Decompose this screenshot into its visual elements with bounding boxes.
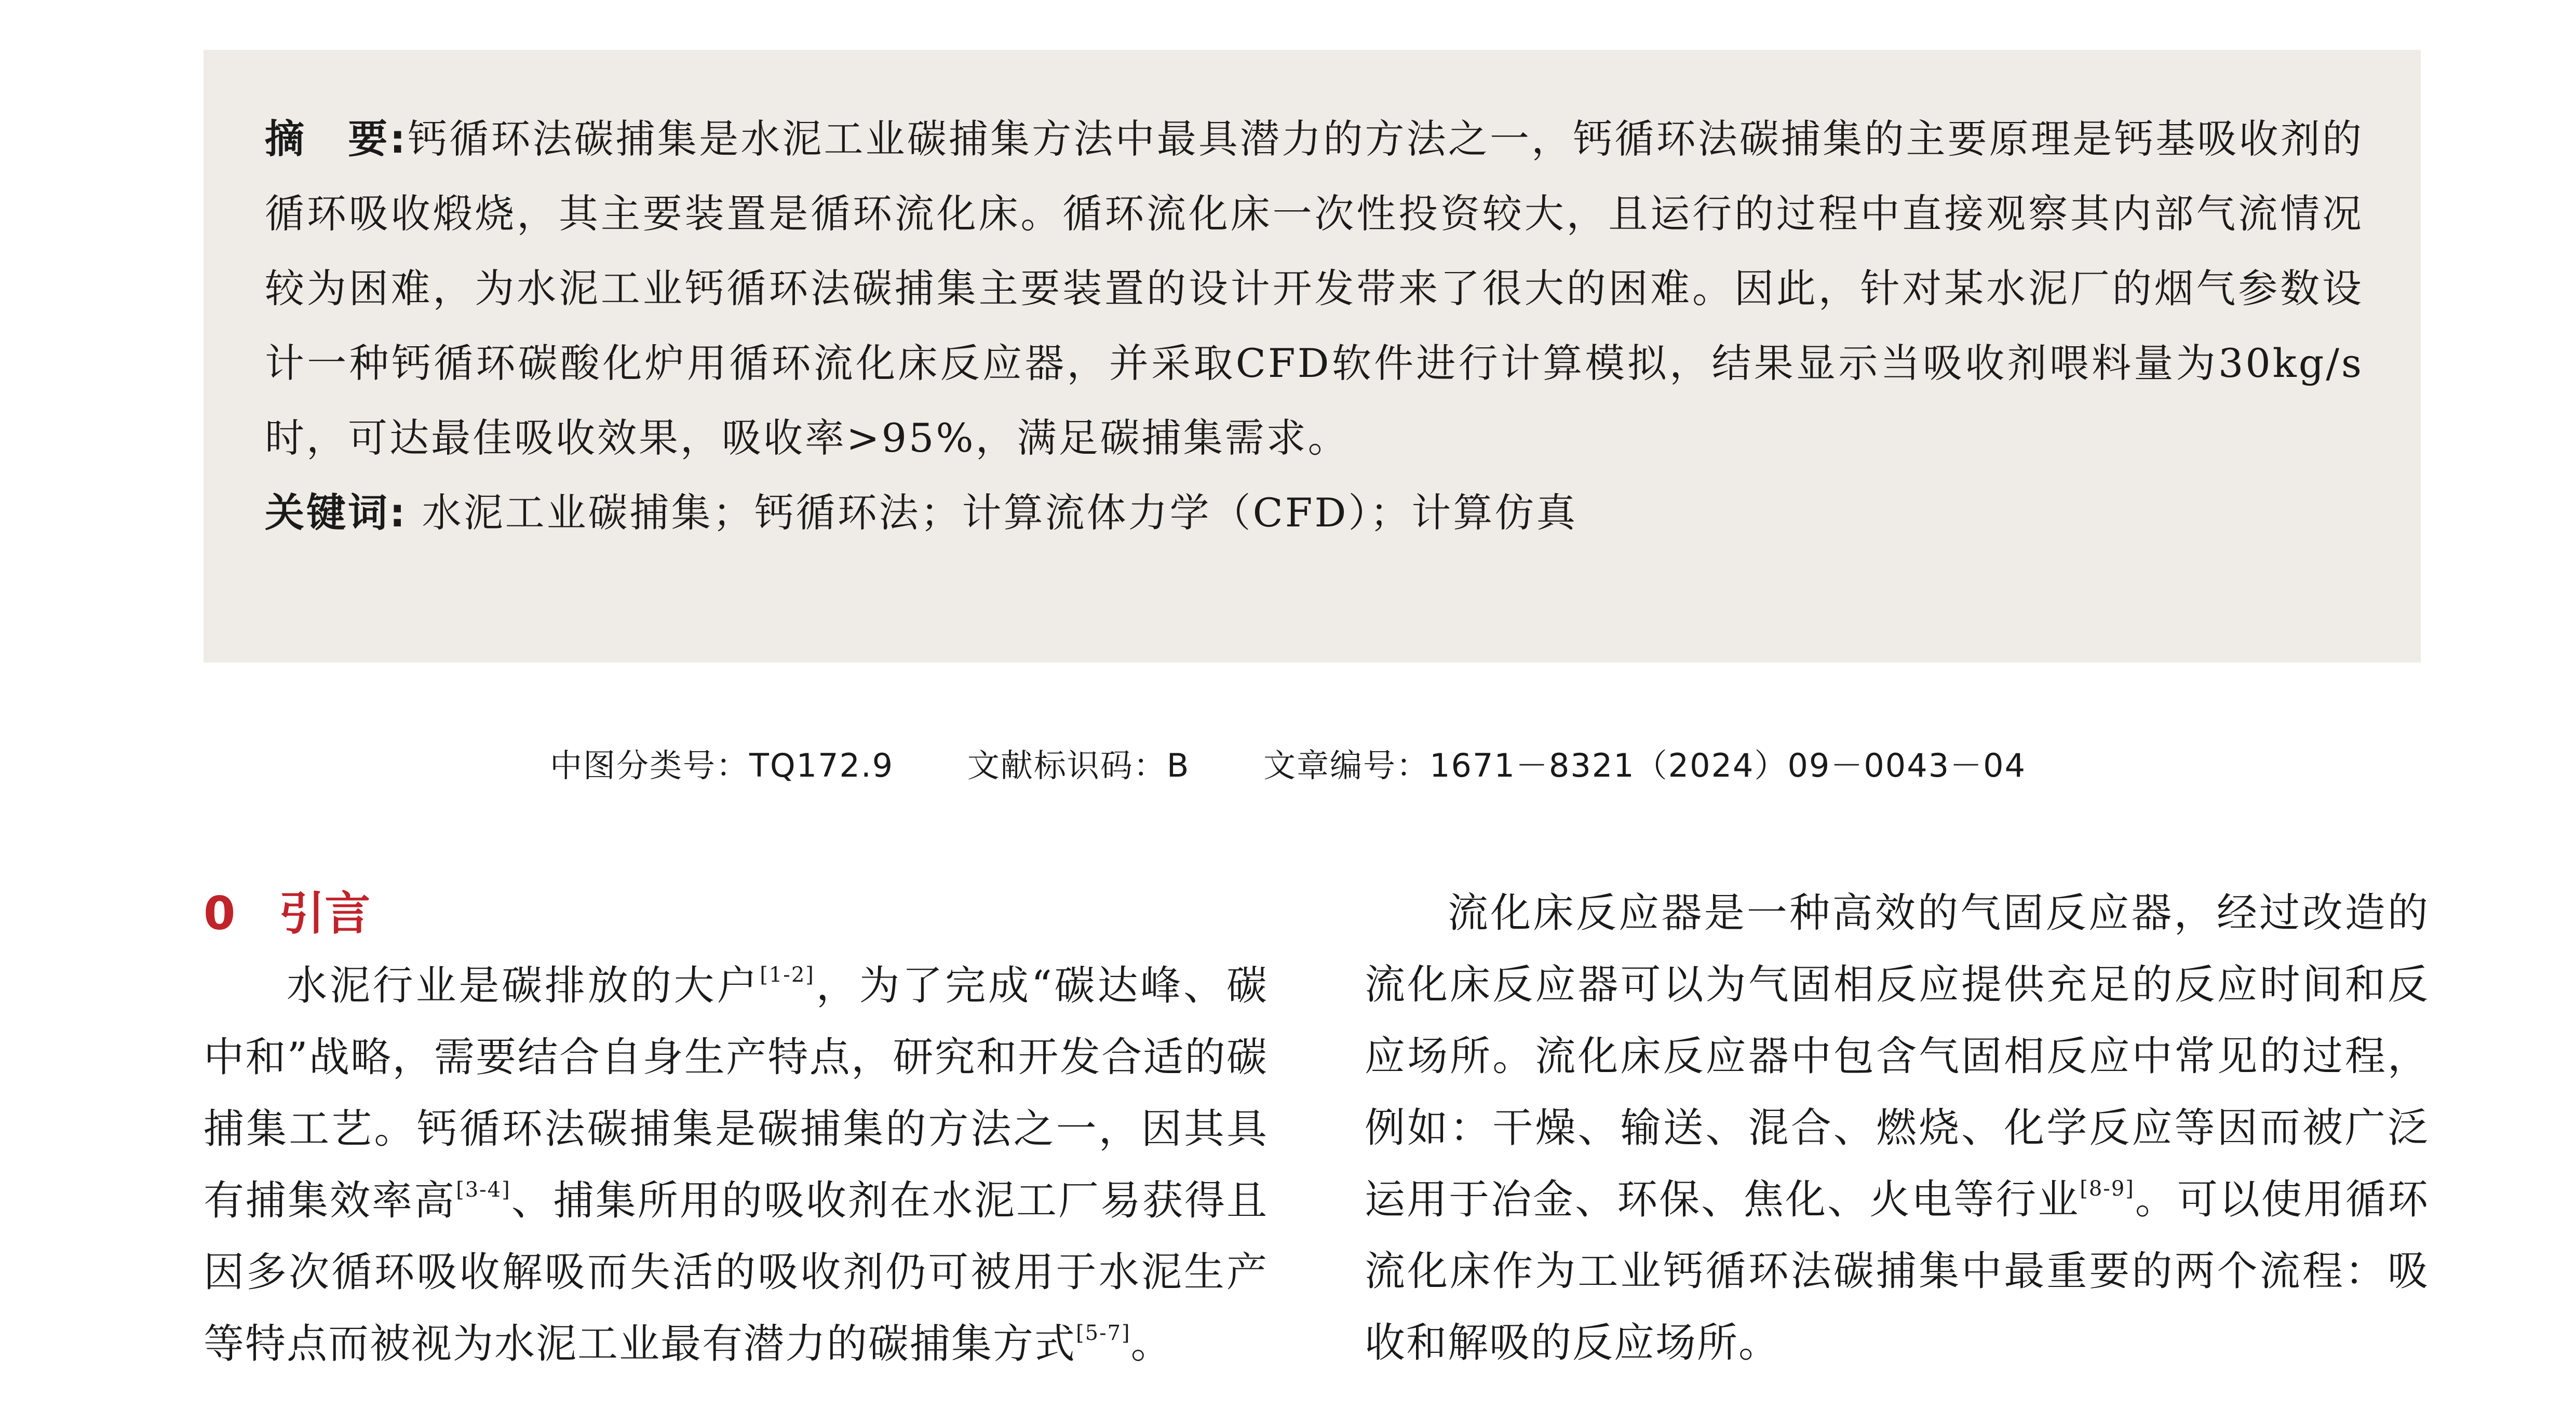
para-text: 流化床反应器是一种高效的气固反应器，经过改造的流化床反应器可以为气固相反应提供充足的反应时间和反应场所。流化床反应器中包含气固相反应中常见的过程，例如：干燥、输送、混合、燃烧、化学反应等因而被广泛运用于冶金、环保、焦化、火电等行业: [1365, 890, 2429, 1223]
para-text: ，为了完成“碳达峰、碳中和”战略，需要结合自身生产特点，研究和开发合适的碳捕集工艺。钙循环法碳捕集是碳捕集的方法之一，因其具有捕集效率高: [204, 962, 1268, 1224]
clc-number: 中图分类号：TQ172.9: [549, 747, 894, 784]
citation-ref[interactable]: [1-2]: [760, 963, 815, 987]
abstract-text: 钙循环法碳捕集是水泥工业碳捕集方法中最具潜力的方法之一，钙循环法碳捕集的主要原理是钙基吸收剂的循环吸收煅烧，其主要装置是循环流化床。循环流化床一次性投资较大，且运行的过程中直接观察其内部气流情况较为困难，为水泥工业钙循环法碳捕集主要装置的设计开发带来了很大的困难。因此，针对某水泥厂的烟气参数设计一种钙循环碳酸化炉用循环流化床反应器，并采取CFD软件进行计算模拟，结果显示当吸收剂喂料量为30kg/s时，可达最佳吸收效果，吸收率>95%，满足碳捕集需求。: [265, 116, 2364, 461]
keywords-label: 关键词:: [265, 490, 408, 536]
classification-line: [0, 742, 2576, 789]
section-title: 引言: [279, 887, 371, 940]
section-number: 0: [204, 887, 236, 940]
keywords-text: 水泥工业碳捕集；钙循环法；计算流体力学（CFD）；计算仿真: [422, 490, 1578, 536]
keywords-line: [265, 476, 2364, 550]
citation-ref[interactable]: [8-9]: [2080, 1177, 2135, 1201]
para-text: 、捕集所用的吸收剂在水泥工厂易获得且因多次循环吸收解吸而失活的吸收剂仍可被用于水泥生产等特点而被视为水泥工业最有潜力的碳捕集方式: [204, 1177, 1268, 1367]
para-text: 水泥行业是碳排放的大户: [287, 962, 760, 1009]
intro-paragraph: [204, 950, 1268, 1380]
abstract-label: 摘 要:: [265, 116, 408, 162]
abstract-box: [204, 50, 2421, 662]
section-heading: [204, 877, 1268, 950]
citation-ref[interactable]: [3-4]: [456, 1178, 511, 1202]
abstract-paragraph: [265, 102, 2364, 476]
left-column: [204, 877, 1268, 1380]
right-column: [1365, 877, 2429, 1379]
article-number: 文章编号：1671－8321（2024）09－0043－04: [1263, 747, 2027, 784]
para-text: 。可以使用循环流化床作为工业钙循环法碳捕集中最重要的两个流程：吸收和解吸的反应场所。: [1365, 1176, 2429, 1366]
citation-ref[interactable]: [5-7]: [1076, 1321, 1131, 1345]
para-text: 。: [1130, 1321, 1172, 1367]
document-code: 文献标识码：B: [967, 747, 1190, 784]
fluidized-bed-paragraph: [1365, 877, 2429, 1379]
